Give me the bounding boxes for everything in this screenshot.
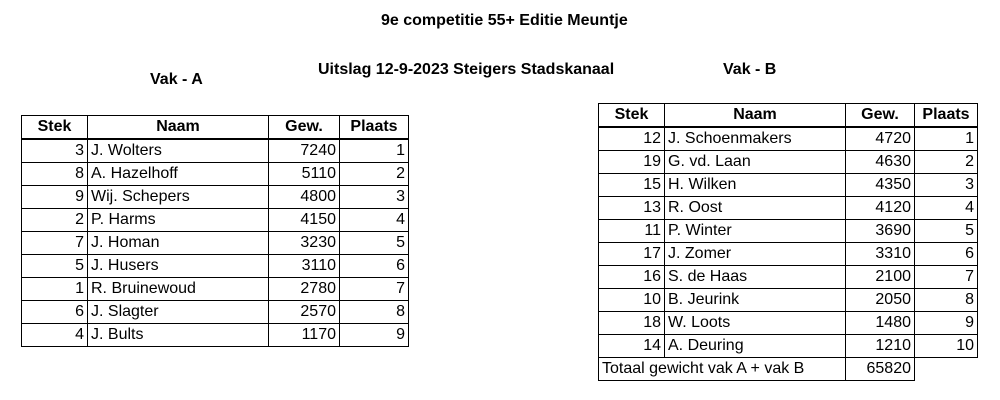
cell-stek: 18	[599, 312, 665, 335]
empty-cell	[915, 358, 978, 381]
cell-naam: J. Zomer	[665, 243, 846, 266]
cell-plaats: 1	[340, 139, 409, 163]
cell-gew: 4150	[269, 209, 340, 232]
cell-plaats: 9	[340, 324, 409, 347]
table-header-row	[599, 104, 978, 128]
cell-plaats: 2	[915, 151, 978, 174]
cell-stek: 4	[22, 324, 88, 347]
cell-plaats: 9	[915, 312, 978, 335]
cell-plaats: 8	[915, 289, 978, 312]
cell-naam: J. Bults	[88, 324, 269, 347]
cell-plaats: 6	[915, 243, 978, 266]
cell-naam: B. Jeurink	[665, 289, 846, 312]
cell-gew: 1170	[269, 324, 340, 347]
cell-naam: G. vd. Laan	[665, 151, 846, 174]
cell-plaats: 5	[915, 220, 978, 243]
cell-naam: J. Schoenmakers	[665, 127, 846, 151]
cell-gew: 4800	[269, 186, 340, 209]
cell-stek: 9	[22, 186, 88, 209]
cell-naam: S. de Haas	[665, 266, 846, 289]
cell-stek: 10	[599, 289, 665, 312]
cell-gew: 3110	[269, 255, 340, 278]
cell-gew: 2570	[269, 301, 340, 324]
cell-naam: R. Oost	[665, 197, 846, 220]
table-row	[22, 139, 409, 163]
cell-gew: 3690	[846, 220, 915, 243]
cell-stek: 7	[22, 232, 88, 255]
column-header-naam: Naam	[88, 116, 269, 140]
column-header-gew: Gew.	[846, 104, 915, 128]
cell-stek: 17	[599, 243, 665, 266]
table-row	[22, 278, 409, 301]
table-row	[599, 127, 978, 151]
table-row	[22, 232, 409, 255]
cell-stek: 13	[599, 197, 665, 220]
cell-stek: 15	[599, 174, 665, 197]
results-table-vak-b	[598, 103, 978, 381]
cell-naam: H. Wilken	[665, 174, 846, 197]
column-header-plaats: Plaats	[915, 104, 978, 128]
column-header-stek: Stek	[599, 104, 665, 128]
total-row	[599, 358, 978, 381]
cell-plaats: 5	[340, 232, 409, 255]
cell-naam: J. Wolters	[88, 139, 269, 163]
cell-gew: 4630	[846, 151, 915, 174]
table-row	[22, 186, 409, 209]
total-value: 65820	[846, 358, 915, 381]
cell-plaats: 4	[340, 209, 409, 232]
column-header-plaats: Plaats	[340, 116, 409, 140]
cell-plaats: 3	[340, 186, 409, 209]
table-row	[22, 301, 409, 324]
cell-plaats: 1	[915, 127, 978, 151]
cell-naam: Wij. Schepers	[88, 186, 269, 209]
cell-stek: 5	[22, 255, 88, 278]
cell-naam: J. Husers	[88, 255, 269, 278]
cell-naam: W. Loots	[665, 312, 846, 335]
results-table-vak-a	[21, 115, 409, 347]
cell-plaats: 7	[340, 278, 409, 301]
cell-gew: 3310	[846, 243, 915, 266]
cell-stek: 14	[599, 335, 665, 358]
cell-gew: 1210	[846, 335, 915, 358]
cell-naam: A. Hazelhoff	[88, 163, 269, 186]
cell-gew: 4120	[846, 197, 915, 220]
cell-gew: 4720	[846, 127, 915, 151]
cell-gew: 2050	[846, 289, 915, 312]
cell-plaats: 2	[340, 163, 409, 186]
column-header-stek: Stek	[22, 116, 88, 140]
cell-gew: 1480	[846, 312, 915, 335]
cell-stek: 6	[22, 301, 88, 324]
cell-naam: J. Homan	[88, 232, 269, 255]
cell-gew: 4350	[846, 174, 915, 197]
cell-gew: 7240	[269, 139, 340, 163]
cell-plaats: 7	[915, 266, 978, 289]
cell-stek: 1	[22, 278, 88, 301]
cell-plaats: 10	[915, 335, 978, 358]
cell-naam: R. Bruinewoud	[88, 278, 269, 301]
table-row	[599, 289, 978, 312]
column-header-naam: Naam	[665, 104, 846, 128]
table-header-row	[22, 116, 409, 140]
section-label-vak-a: Vak - A	[150, 71, 203, 88]
table-row	[599, 151, 978, 174]
table-row	[22, 324, 409, 347]
table-row	[22, 209, 409, 232]
cell-stek: 19	[599, 151, 665, 174]
cell-plaats: 3	[915, 174, 978, 197]
cell-stek: 3	[22, 139, 88, 163]
table-row	[599, 197, 978, 220]
cell-gew: 5110	[269, 163, 340, 186]
page-title: 9e competitie 55+ Editie Meuntje	[381, 12, 628, 29]
cell-stek: 12	[599, 127, 665, 151]
table-row	[599, 266, 978, 289]
table-row	[599, 220, 978, 243]
table-row	[22, 255, 409, 278]
cell-naam: P. Winter	[665, 220, 846, 243]
table-row	[599, 312, 978, 335]
total-label: Totaal gewicht vak A + vak B	[599, 358, 846, 381]
cell-stek: 8	[22, 163, 88, 186]
table-row	[599, 243, 978, 266]
cell-gew: 3230	[269, 232, 340, 255]
results-subtitle: Uitslag 12-9-2023 Steigers Stadskanaal	[318, 61, 615, 78]
table-row	[599, 174, 978, 197]
cell-stek: 16	[599, 266, 665, 289]
cell-plaats: 4	[915, 197, 978, 220]
table-row	[22, 163, 409, 186]
section-label-vak-b: Vak - B	[723, 61, 777, 78]
cell-stek: 11	[599, 220, 665, 243]
cell-gew: 2100	[846, 266, 915, 289]
table-row	[599, 335, 978, 358]
cell-plaats: 8	[340, 301, 409, 324]
column-header-gew: Gew.	[269, 116, 340, 140]
cell-naam: J. Slagter	[88, 301, 269, 324]
cell-plaats: 6	[340, 255, 409, 278]
cell-stek: 2	[22, 209, 88, 232]
cell-naam: A. Deuring	[665, 335, 846, 358]
cell-naam: P. Harms	[88, 209, 269, 232]
cell-gew: 2780	[269, 278, 340, 301]
